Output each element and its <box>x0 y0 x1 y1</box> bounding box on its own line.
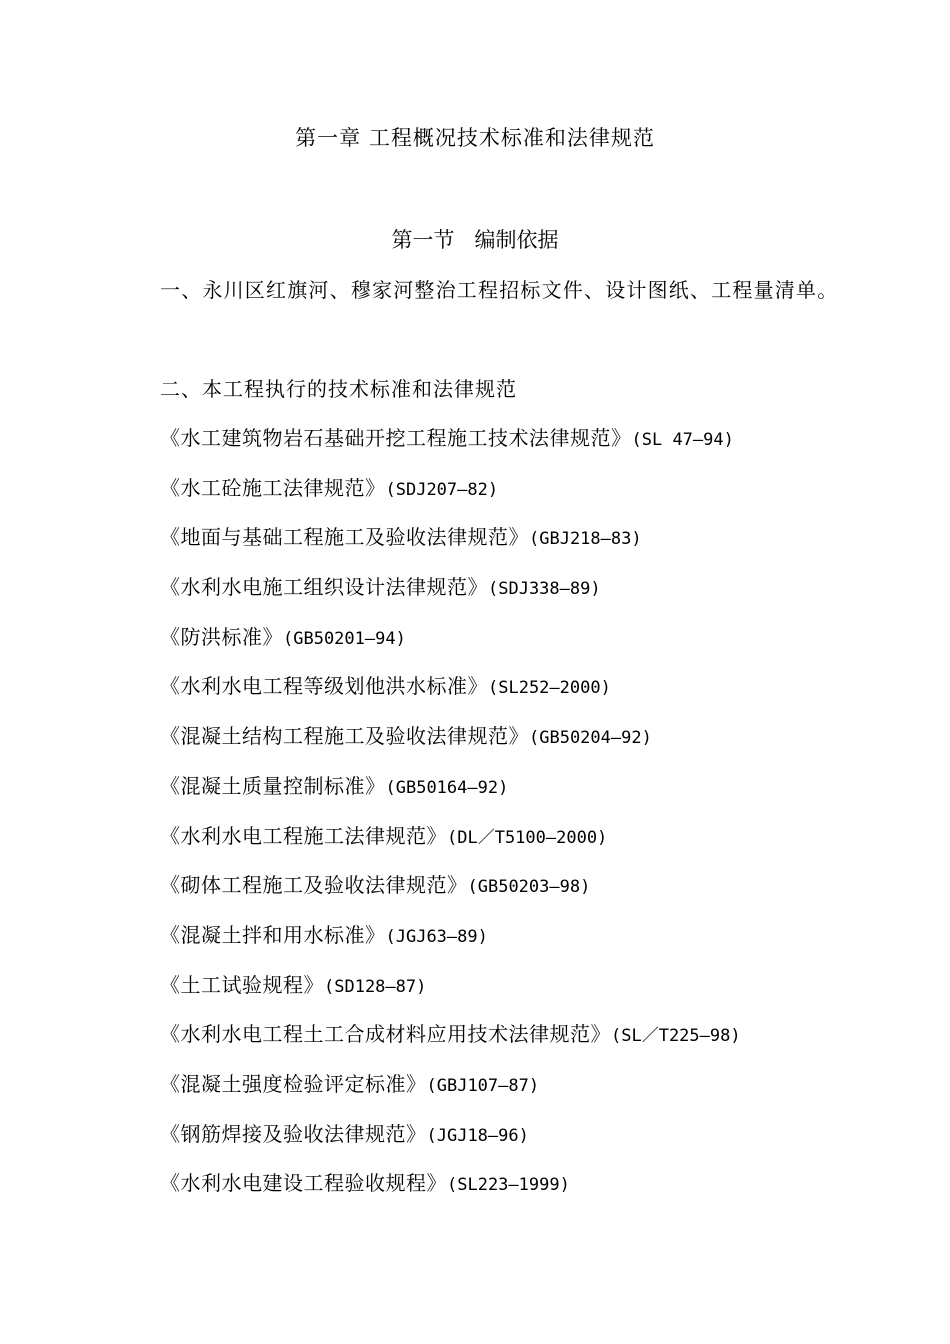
standard-item <box>160 1010 741 1060</box>
standard-item <box>160 414 741 464</box>
standard-item <box>160 662 741 712</box>
standard-code: (SDJ207—82) <box>385 479 499 500</box>
standard-code: (SL252—2000) <box>488 678 611 699</box>
standard-code: (GB50164—92) <box>385 777 509 798</box>
standard-item <box>160 762 741 812</box>
standard-name: 《水利水电工程施工法律规范》 <box>160 823 447 848</box>
standard-code: (JGJ63—89) <box>385 926 488 947</box>
standard-name: 《水利水电工程等级划他洪水标准》 <box>160 674 488 699</box>
standard-code: (GB50204—92) <box>529 728 652 749</box>
standard-name: 《水利水电工程土工合成材料应用技术法律规范》 <box>160 1022 611 1047</box>
standard-code: (GBJ107—87) <box>426 1075 540 1096</box>
standard-item <box>160 911 741 961</box>
standard-name: 《水利水电建设工程验收规程》 <box>160 1171 447 1196</box>
section-title: 第一节 编制依据 <box>391 228 559 252</box>
standard-code: (SL／T225—98) <box>611 1026 741 1047</box>
standard-name: 《土工试验规程》 <box>160 972 324 997</box>
standards-list <box>160 414 741 1209</box>
standard-item <box>160 961 741 1011</box>
standard-name: 《混凝土质量控制标准》 <box>160 773 386 798</box>
standard-code: (SL223—1999) <box>447 1175 570 1196</box>
standard-code: (SL 47—94) <box>631 430 734 450</box>
standard-item <box>160 812 741 862</box>
standard-code: (GB50201—94) <box>283 628 406 649</box>
standard-item <box>160 1159 741 1209</box>
chapter-title: 第一章 工程概况技术标准和法律规范 <box>295 126 655 150</box>
standard-item <box>160 563 741 613</box>
standard-name: 《水工砼施工法律规范》 <box>160 475 386 500</box>
standard-name: 《地面与基础工程施工及验收法律规范》 <box>160 525 529 550</box>
standard-item <box>160 613 741 663</box>
standard-item <box>160 513 741 563</box>
standard-item <box>160 464 741 514</box>
paragraph-tender-documents: 一、永川区红旗河、穆家河整治工程招标文件、设计图纸、工程量清单。 <box>160 278 839 302</box>
standard-name: 《防洪标准》 <box>160 624 283 649</box>
standard-item <box>160 712 741 762</box>
standard-name: 《水工建筑物岩石基础开挖工程施工技术法律规范》 <box>160 426 632 450</box>
paragraph-standards-heading: 二、本工程执行的技术标准和法律规范 <box>160 377 517 401</box>
standard-code: (SDJ338—89) <box>488 579 601 600</box>
standard-name: 《砌体工程施工及验收法律规范》 <box>160 873 468 898</box>
standard-code: (SD128—87) <box>324 976 427 997</box>
standard-item <box>160 1110 741 1160</box>
standard-code: (DL／T5100—2000) <box>447 827 608 848</box>
standard-code: (GB50203—98) <box>467 877 591 898</box>
standard-code: (JGJ18—96) <box>426 1125 529 1146</box>
standard-item <box>160 861 741 911</box>
standard-name: 《混凝土拌和用水标准》 <box>160 922 386 947</box>
standard-name: 《混凝土结构工程施工及验收法律规范》 <box>160 724 529 749</box>
standard-item <box>160 1060 741 1110</box>
standard-name: 《混凝土强度检验评定标准》 <box>160 1071 427 1096</box>
standard-code: (GBJ218—83) <box>529 529 642 550</box>
standard-name: 《水利水电施工组织设计法律规范》 <box>160 575 488 600</box>
standard-name: 《钢筋焊接及验收法律规范》 <box>160 1121 427 1146</box>
